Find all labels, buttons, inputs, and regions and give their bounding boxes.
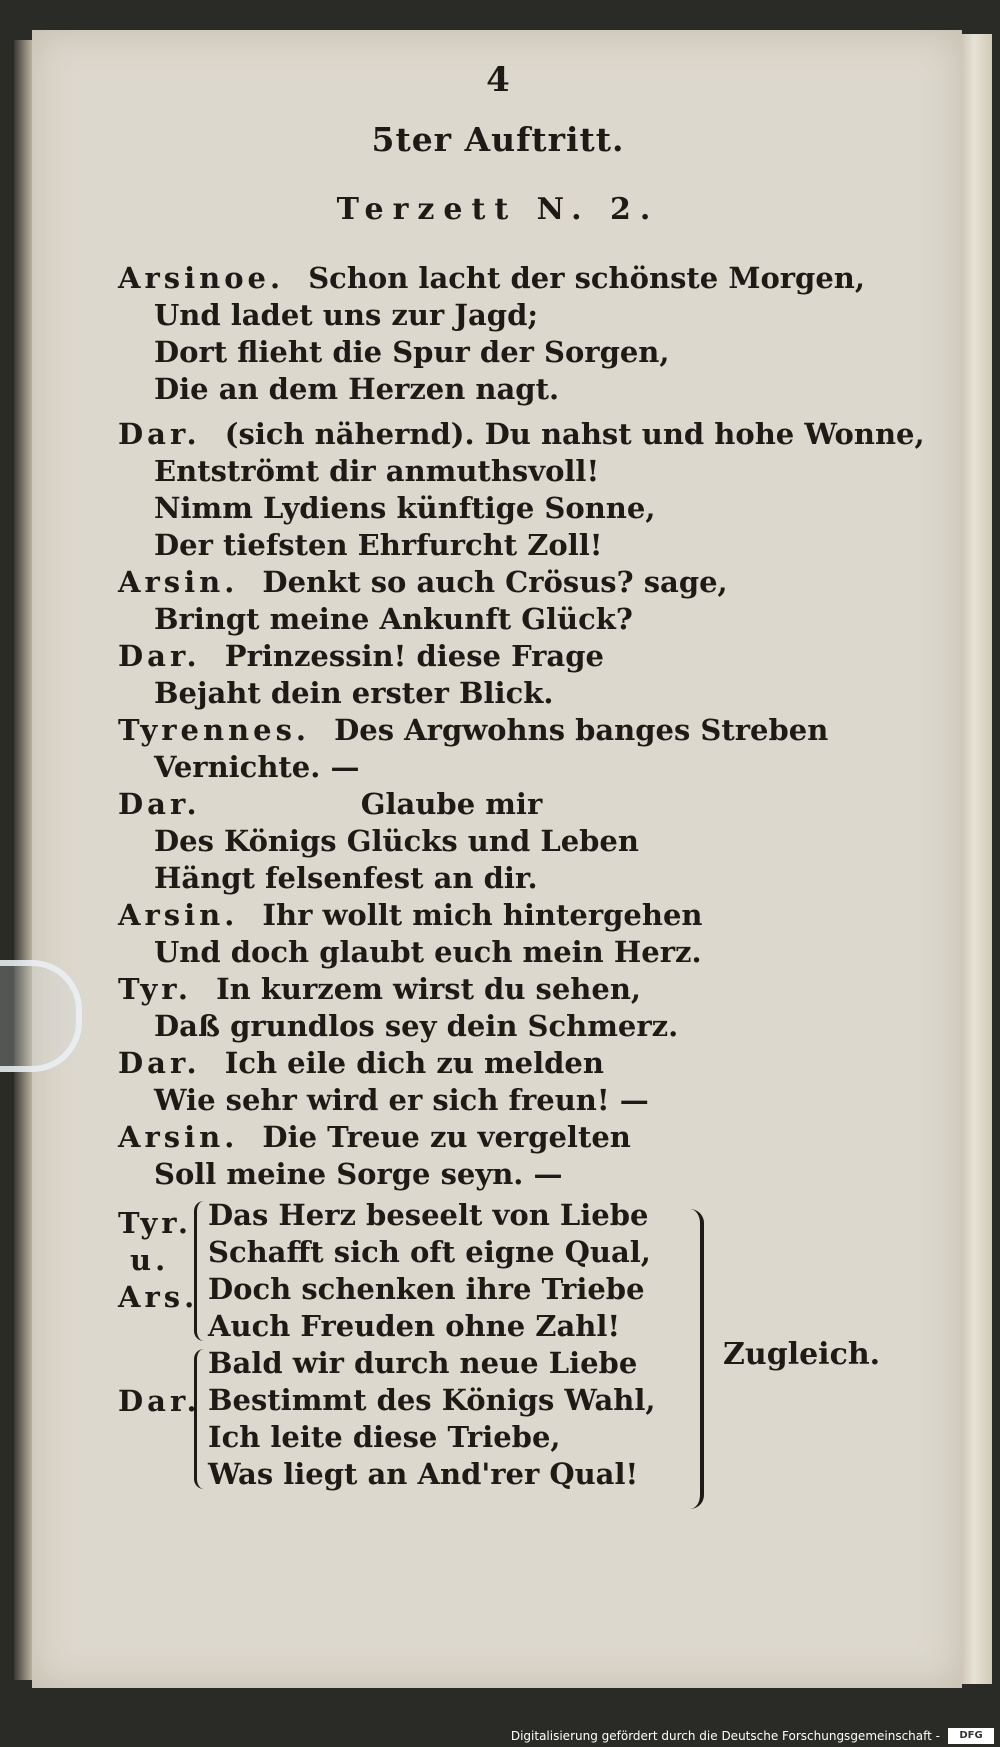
- page-content: [118, 60, 925, 1493]
- line-text: Der tiefsten Ehrfurcht Zoll!: [154, 528, 603, 562]
- dialogue-line: [118, 490, 918, 527]
- scene-title: 5ter Auftritt.: [371, 120, 625, 159]
- ensemble-line: Was liegt an And'rer Qual!: [208, 1457, 639, 1491]
- dialogue-line: [118, 297, 918, 334]
- book-gutter: [14, 40, 32, 1680]
- dialogue-line: [118, 260, 918, 297]
- dialogue-line: [118, 1008, 918, 1045]
- line-text: Des Königs Glücks und Leben: [154, 824, 639, 858]
- ensemble-line: Bald wir durch neue Liebe: [208, 1346, 638, 1380]
- line-text: In kurzem wirst du sehen,: [216, 972, 642, 1006]
- dialogue-line: [118, 334, 918, 371]
- ensemble: [118, 1197, 918, 1493]
- line-text: Dort flieht die Spur der Sorgen,: [154, 335, 670, 369]
- speaker-name: Tyr.: [118, 972, 192, 1006]
- stanza-gap: [118, 408, 918, 416]
- line-text: Die an dem Herzen nagt.: [154, 372, 560, 406]
- line-text: Soll meine Sorge seyn. —: [154, 1157, 563, 1191]
- dialogue-line: [118, 1082, 918, 1119]
- speaker-name: Tyrennes.: [118, 713, 311, 747]
- dialogue-line: [118, 749, 918, 786]
- line-text: Ich eile dich zu melden: [224, 1046, 604, 1080]
- speaker-name: Dar.: [118, 417, 201, 451]
- group2-label: Dar.: [118, 1384, 201, 1418]
- dialogue-line: [118, 860, 918, 897]
- group1-label-line: Ars.: [118, 1280, 199, 1314]
- dialogue-line: [118, 823, 918, 860]
- dfg-logo: DFG: [948, 1728, 994, 1744]
- line-text: Hängt felsenfest an dir.: [154, 861, 538, 895]
- line-text: Ihr wollt mich hintergehen: [262, 898, 703, 932]
- dialogue-line: [118, 1156, 918, 1193]
- line-text: Prinzessin! diese Frage: [224, 639, 604, 673]
- page-stack-edge: [962, 34, 992, 1684]
- line-text: Des Argwohns banges Streben: [334, 713, 829, 747]
- line-text: Denkt so auch Crösus? sage,: [262, 565, 728, 599]
- line-text: (sich nähernd). Du nahst und hohe Wonne,: [224, 417, 925, 451]
- dialogue-line: [118, 564, 918, 601]
- speaker-name: Arsin.: [118, 1120, 239, 1154]
- speaker-name: Arsinoe.: [118, 261, 285, 295]
- speaker-name: Dar.: [118, 787, 201, 821]
- line-text: Wie sehr wird er sich freun! —: [154, 1083, 649, 1117]
- left-brace-1: [194, 1201, 207, 1341]
- dialogue-line: [118, 786, 918, 823]
- dialogue-line: [118, 1045, 918, 1082]
- page-number: 4: [486, 60, 510, 100]
- ensemble-line: Auch Freuden ohne Zahl!: [208, 1309, 621, 1343]
- speaker-name: Arsin.: [118, 898, 239, 932]
- line-text: Nimm Lydiens künftige Sonne,: [154, 491, 656, 525]
- right-brace: [688, 1209, 704, 1509]
- line-text: Schon lacht der schönste Morgen,: [308, 261, 865, 295]
- group1-label-line: u.: [130, 1243, 170, 1277]
- dialogue-line: [118, 934, 918, 971]
- dialogue-line: [118, 371, 918, 408]
- speaker-name: Arsin.: [118, 565, 239, 599]
- dialogue-line: [118, 638, 918, 675]
- dialogue-line: [118, 1119, 918, 1156]
- dialogue-line: [118, 712, 918, 749]
- dialogue-line: [118, 897, 918, 934]
- line-text: Und ladet uns zur Jagd;: [154, 298, 539, 332]
- left-brace-2: [194, 1349, 207, 1489]
- line-text: Bejaht dein erster Blick.: [154, 676, 554, 710]
- line-text: Daß grundlos sey dein Schmerz.: [154, 1009, 679, 1043]
- dialogue-line: [118, 971, 918, 1008]
- ensemble-line: Das Herz beseelt von Liebe: [208, 1198, 649, 1232]
- line-text: Vernichte. —: [154, 750, 360, 784]
- group1-label-line: Tyr.: [118, 1206, 192, 1240]
- ensemble-line: Schafft sich oft eigne Qual,: [208, 1235, 651, 1269]
- line-text: Glaube mir: [360, 787, 543, 821]
- line-text: Und doch glaubt euch mein Herz.: [154, 935, 702, 969]
- ensemble-line: Bestimmt des Königs Wahl,: [208, 1383, 656, 1417]
- dialogue: [118, 260, 925, 1193]
- footer-credit: Digitalisierung gefördert durch die Deutsche Forschungsgemeinschaft -: [0, 1725, 1000, 1747]
- dialogue-line: [118, 675, 918, 712]
- line-text: Entströmt dir anmuthsvoll!: [154, 454, 600, 488]
- speaker-name: Dar.: [118, 639, 201, 673]
- group1-label: [118, 1205, 198, 1316]
- dialogue-line: [118, 601, 918, 638]
- line-text: Bringt meine Ankunft Glück?: [154, 602, 633, 636]
- piece-title: Terzett N. 2.: [336, 192, 660, 227]
- ensemble-line: Ich leite diese Triebe,: [208, 1420, 561, 1454]
- line-text: Die Treue zu vergelten: [262, 1120, 631, 1154]
- ensemble-line: Doch schenken ihre Triebe: [208, 1272, 645, 1306]
- together-note: Zugleich.: [723, 1337, 881, 1372]
- dialogue-line: [118, 416, 925, 453]
- speaker-name: Dar.: [118, 1046, 201, 1080]
- dialogue-line: [118, 527, 918, 564]
- dialogue-line: [118, 453, 918, 490]
